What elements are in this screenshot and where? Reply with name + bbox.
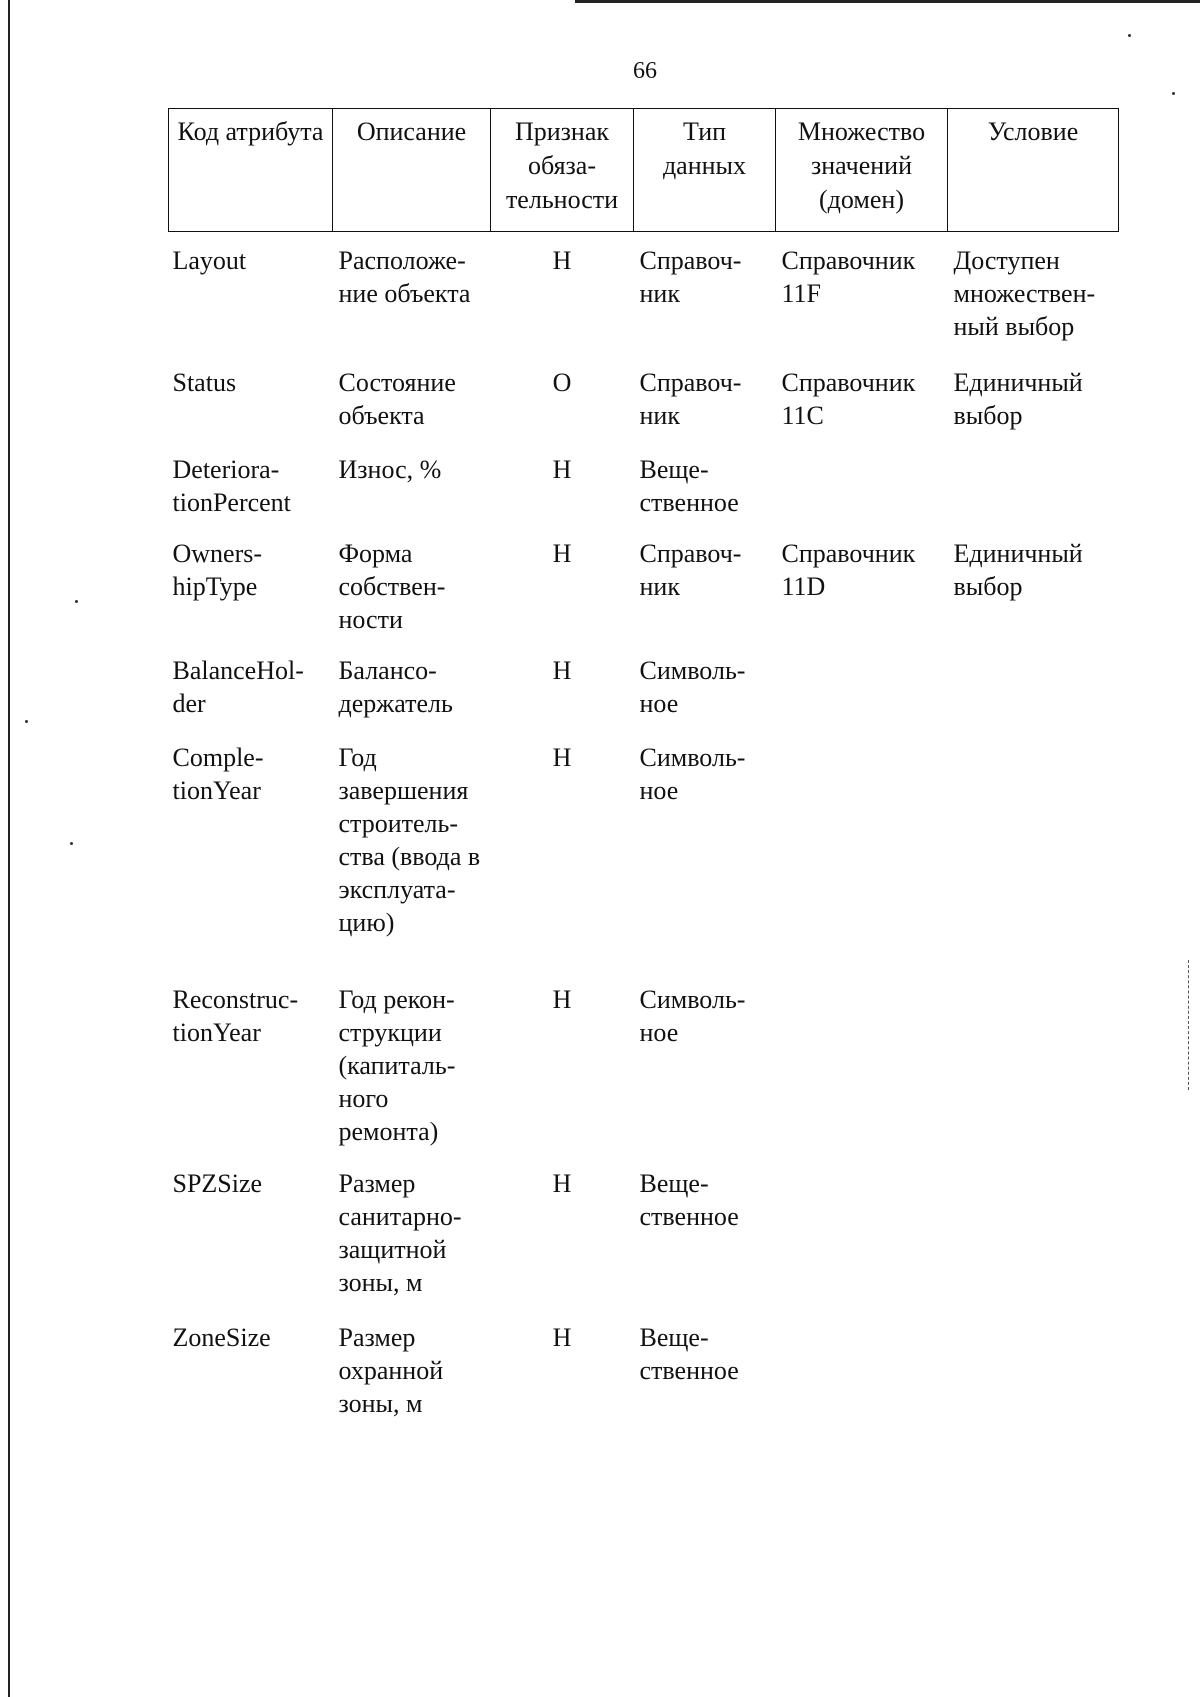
- table-row: [169, 971, 1119, 1155]
- scan-speck: [70, 842, 73, 845]
- cell-required: Н: [552, 743, 572, 772]
- cell-description: Состояние объекта: [338, 368, 456, 430]
- cell-condition: [948, 441, 1119, 525]
- table-row: [169, 642, 1119, 729]
- table-row: [169, 354, 1119, 441]
- cell-data-type: Символь-ное: [639, 743, 746, 805]
- cell-code: ZoneSize: [172, 1323, 271, 1352]
- cell-data-type: Веще-ственное: [639, 1169, 739, 1231]
- cell-condition: Единичный выбор: [953, 539, 1083, 601]
- cell-domain: [776, 729, 948, 971]
- cell-data-type: Веще-ственное: [639, 455, 739, 517]
- table-row: [169, 232, 1119, 355]
- scan-edge-left: [8, 0, 10, 1697]
- cell-domain: [776, 1155, 948, 1309]
- table-row: [169, 441, 1119, 525]
- scan-speck: [75, 600, 78, 603]
- cell-domain: Справочник 11C: [781, 368, 916, 430]
- cell-data-type: Справоч-ник: [639, 246, 742, 308]
- header-description: Описание: [333, 109, 491, 232]
- cell-required: Н: [552, 1169, 572, 1198]
- header-domain: Множество значений (домен): [776, 109, 948, 232]
- cell-description: Размер санитарно-защитной зоны, м: [338, 1169, 462, 1297]
- cell-description: Год рекон-струкции (капиталь-ного ремонта): [338, 985, 456, 1146]
- attribute-table: [168, 108, 1119, 1431]
- scan-speck: [25, 720, 28, 723]
- scan-speck: [1128, 34, 1131, 37]
- cell-domain: [776, 1309, 948, 1431]
- cell-condition: [948, 1309, 1119, 1431]
- cell-data-type: Символь-ное: [639, 656, 746, 718]
- table-row: [169, 1155, 1119, 1309]
- cell-required: Н: [552, 656, 572, 685]
- table-row: [169, 729, 1119, 971]
- cell-data-type: Веще-ственное: [639, 1323, 739, 1385]
- cell-condition: [948, 642, 1119, 729]
- cell-code: Reconstruc-tionYear: [172, 985, 299, 1047]
- cell-domain: Справочник 11F: [781, 246, 916, 308]
- table-header-row: [169, 109, 1119, 232]
- cell-condition: [948, 1155, 1119, 1309]
- cell-condition: [948, 729, 1119, 971]
- cell-required: Н: [552, 246, 572, 275]
- scan-edge-right: [1188, 960, 1190, 1090]
- header-condition: Условие: [948, 109, 1119, 232]
- cell-data-type: Символь-ное: [639, 985, 746, 1047]
- cell-code: Comple-tionYear: [172, 743, 264, 805]
- cell-required: Н: [552, 539, 572, 568]
- cell-code: BalanceHol-der: [172, 656, 304, 718]
- cell-required: Н: [552, 1323, 572, 1352]
- cell-domain: Справочник 11D: [781, 539, 916, 601]
- scan-speck: [1172, 92, 1175, 95]
- cell-code: SPZSize: [172, 1169, 263, 1198]
- cell-domain: [776, 441, 948, 525]
- page-number: 66: [633, 58, 657, 84]
- cell-description: Размер охранной зоны, м: [338, 1323, 444, 1418]
- cell-data-type: Справоч-ник: [639, 539, 742, 601]
- header-data-type: Тип данных: [634, 109, 776, 232]
- table-row: [169, 525, 1119, 642]
- cell-description: Год завершения строитель-ства (ввода в эксплуата-цию): [338, 743, 481, 937]
- cell-code: Deteriora-tionPercent: [172, 455, 291, 517]
- cell-code: Layout: [172, 246, 247, 275]
- cell-data-type: Справоч-ник: [639, 368, 742, 430]
- cell-required: О: [552, 368, 572, 397]
- cell-description: Расположе-ние объекта: [338, 246, 471, 308]
- cell-code: Status: [172, 368, 237, 397]
- cell-condition: Единичный выбор: [953, 368, 1083, 430]
- table-row: [169, 1309, 1119, 1431]
- cell-description: Балансо-держатель: [338, 656, 453, 718]
- cell-condition: [948, 971, 1119, 1155]
- scan-edge-top: [575, 0, 1200, 3]
- cell-condition: Доступен множествен-ный выбор: [953, 246, 1096, 341]
- cell-description: Форма собствен-ности: [338, 539, 446, 634]
- header-required: Признак обяза-тельности: [491, 109, 634, 232]
- cell-domain: [776, 971, 948, 1155]
- cell-domain: [776, 642, 948, 729]
- cell-required: Н: [552, 985, 572, 1014]
- cell-code: Owners-hipType: [172, 539, 263, 601]
- cell-required: Н: [552, 455, 572, 484]
- header-code: Код атрибута: [169, 109, 333, 232]
- cell-description: Износ, %: [338, 455, 442, 484]
